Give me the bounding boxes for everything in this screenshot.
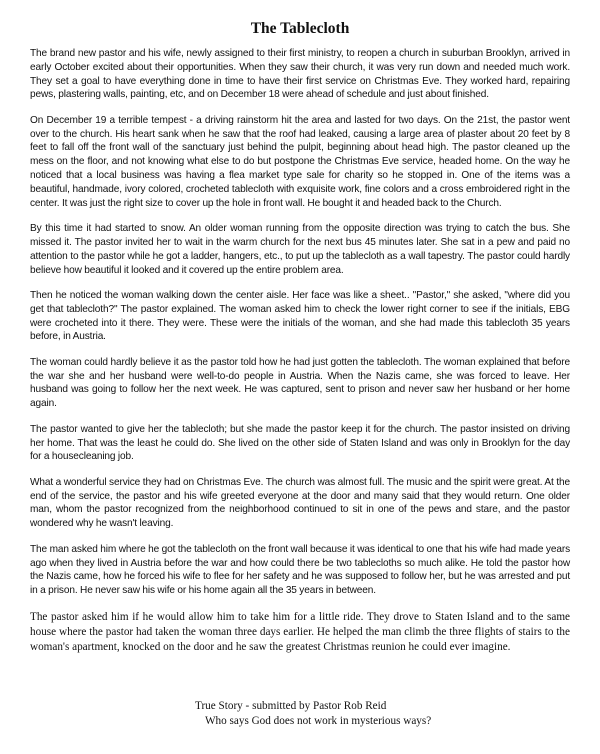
paragraph-1: The brand new pastor and his wife, newly assigned to their first ministry, to reopen a church in suburban Brooklyn, arrived in early October excited about their opportunities. When they saw their church, it was very run down and needed much work. They set a goal to have everything done in time to have their first service on Christmas Eve. They worked hard, repairing pews, plastering walls, painting, etc, and on December 18 were ahead of schedule and just about finished.	[30, 48, 570, 101]
story-body	[30, 47, 570, 668]
document-title: The Tablecloth	[250, 20, 350, 37]
paragraph-7: What a wonderful service they had on Christmas Eve. The church was almost full. The music and the spirit were great. At the end of the service, the pastor and his wife greeted everyone at the door and many said that they would return. One older man, whom the pastor recognized from the neighborhood continued to sit in one of the pews and stare, and the pastor wondered why he wasn't leaving.	[30, 476, 570, 530]
paragraph-8: The man asked him where he got the tablecloth on the front wall because it was identical to one that his wife had made years ago when they lived in Austria before the war and how could there be two tablecloths so much alike. He told the pastor how the Nazis came, how he forced his wife to flee for her safety and he was supposed to follow her, but he was arrested and put in a prison. He never saw his wife or his home again all the 35 years in between.	[30, 543, 570, 597]
closing-line: Who says God does not work in mysterious ways?	[205, 715, 432, 727]
paragraph-3: By this time it had started to snow. An older woman running from the opposite direction was trying to catch the bus. She missed it. The pastor invited her to wait in the warm church for the next bus 45 minutes later. She sat in a pew and paid no attention to the pastor while he got a ladder, hangers, etc., to put up the tablecloth as a wall tapestry. The pastor could hardly believe how beautiful it looked and it covered up the entire problem area.	[30, 223, 570, 276]
paragraph-5: The woman could hardly believe it as the pastor told how he had just gotten the tablecloth. The woman explained that before the war she and her husband were well-to-do people in Austria. When the Nazis came, she was forced to leave. Her husband was going to follow her the next week. He was captured, sent to prison and never saw her husband or her home again.	[30, 356, 570, 410]
paragraph-2: On December 19 a terrible tempest - a driving rainstorm hit the area and lasted for two days. On the 21st, the pastor went over to the church. His heart sank when he saw that the roof had leaked, causing a large area of plaster about 20 feet by 8 feet to fall off the front wall of the sanctuary just behind the pulpit, beginning about head high. The pastor cleaned up the mess on the floor, and not knowing what else to do but postpone the Christmas Eve service, headed home. On the way he noticed that a local business was having a flea market type sale for charity so he stopped in. One of the items was a beautiful, handmade, ivory colored, crocheted tablecloth with exquisite work, fine colors and a cross embroidered right in the center. It was just the right size to cover up the hole in front wall. He bought it and headed back to the Church.	[30, 114, 570, 209]
paragraph-9: The pastor asked him if he would allow him to take him for a little ride. They drove to Staten Island and to the same house where the pastor had taken the woman three days earlier. He helped the man climb the three flights of stairs to the woman's apartment, knocked on the door and he saw the greatest Christmas reunion he could ever imagine.	[30, 610, 570, 654]
story-credit: True Story - submitted by Pastor Rob Reid	[195, 700, 387, 712]
paragraph-6: The pastor wanted to give her the tablecloth; but she made the pastor keep it for the church. The pastor insisted on driving her home. That was the least he could do. She lived on the other side of Staten Island and was only in Brooklyn for the day for a housecleaning job.	[30, 423, 570, 463]
paragraph-4: Then he noticed the woman walking down the center aisle. Her face was like a sheet.. "Pastor," she asked, "where did you get that tablecloth?" The pastor explained. The woman asked him to check the lower right corner to see if the initials, EBG were crocheted into it there. They were. These were the initials of the woman, and she had made this tablecloth 35 years before, in Austria.	[30, 290, 570, 343]
